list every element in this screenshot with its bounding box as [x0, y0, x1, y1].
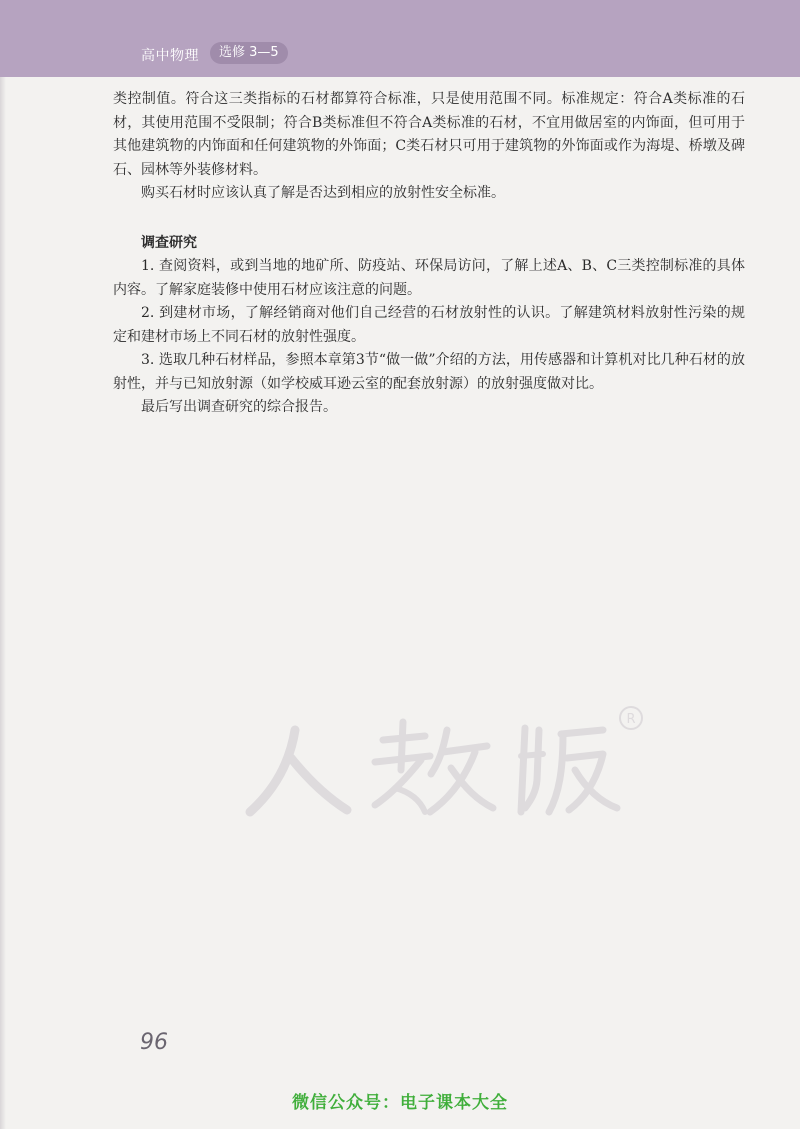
list-item: 1. 查阅资料，或到当地的地矿所、防疫站、环保局访问，了解上述A、B、C三类控制标准的具体内容。了解家庭装修中使用石材应该注意的问题。 — [113, 258, 745, 298]
closing-paragraph: 最后写出调查研究的综合报告。 — [141, 399, 337, 415]
list-item: 3. 选取几种石材样品，参照本章第3节“做一做”介绍的方法，用传感器和计算机对比几种石材的放射性，并与已知放射源（如学校威耳逊云室的配套放射源）的放射强度做对比。 — [113, 352, 745, 392]
footer-credit: 微信公众号：电子课本大全 — [292, 1093, 508, 1113]
book-title: 高中物理 — [141, 48, 199, 64]
intro-paragraph: 类控制值。符合这三类指标的石材都算符合标准，只是使用范围不同。标准规定：符合A类标准的石材，其使用范围不受限制；符合B类标准但不符合A类标准的石材，不宜用做居室的内饰面，但可用于其他建筑物的内饰面和任何建筑物的外饰面；C类石材只可用于建筑物的外饰面或作为海堤、桥墩及碑石、园林等外装修材料。 — [113, 91, 745, 178]
header-band — [0, 0, 800, 77]
volume-badge: 选修 3—5 — [210, 42, 288, 64]
page-content — [113, 88, 745, 420]
publisher-watermark-logo — [225, 700, 645, 830]
page-fold-shadow — [0, 0, 6, 1129]
svg-text:R: R — [626, 712, 636, 727]
advice-paragraph: 购买石材时应该认真了解是否达到相应的放射性安全标准。 — [141, 185, 505, 201]
section-heading: 调查研究 — [141, 234, 197, 251]
list-item: 2. 到建材市场，了解经销商对他们自己经营的石材放射性的认识。了解建筑材料放射性污染的规定和建材市场上不同石材的放射性强度。 — [113, 305, 745, 345]
page-number: 96 — [140, 1030, 168, 1055]
